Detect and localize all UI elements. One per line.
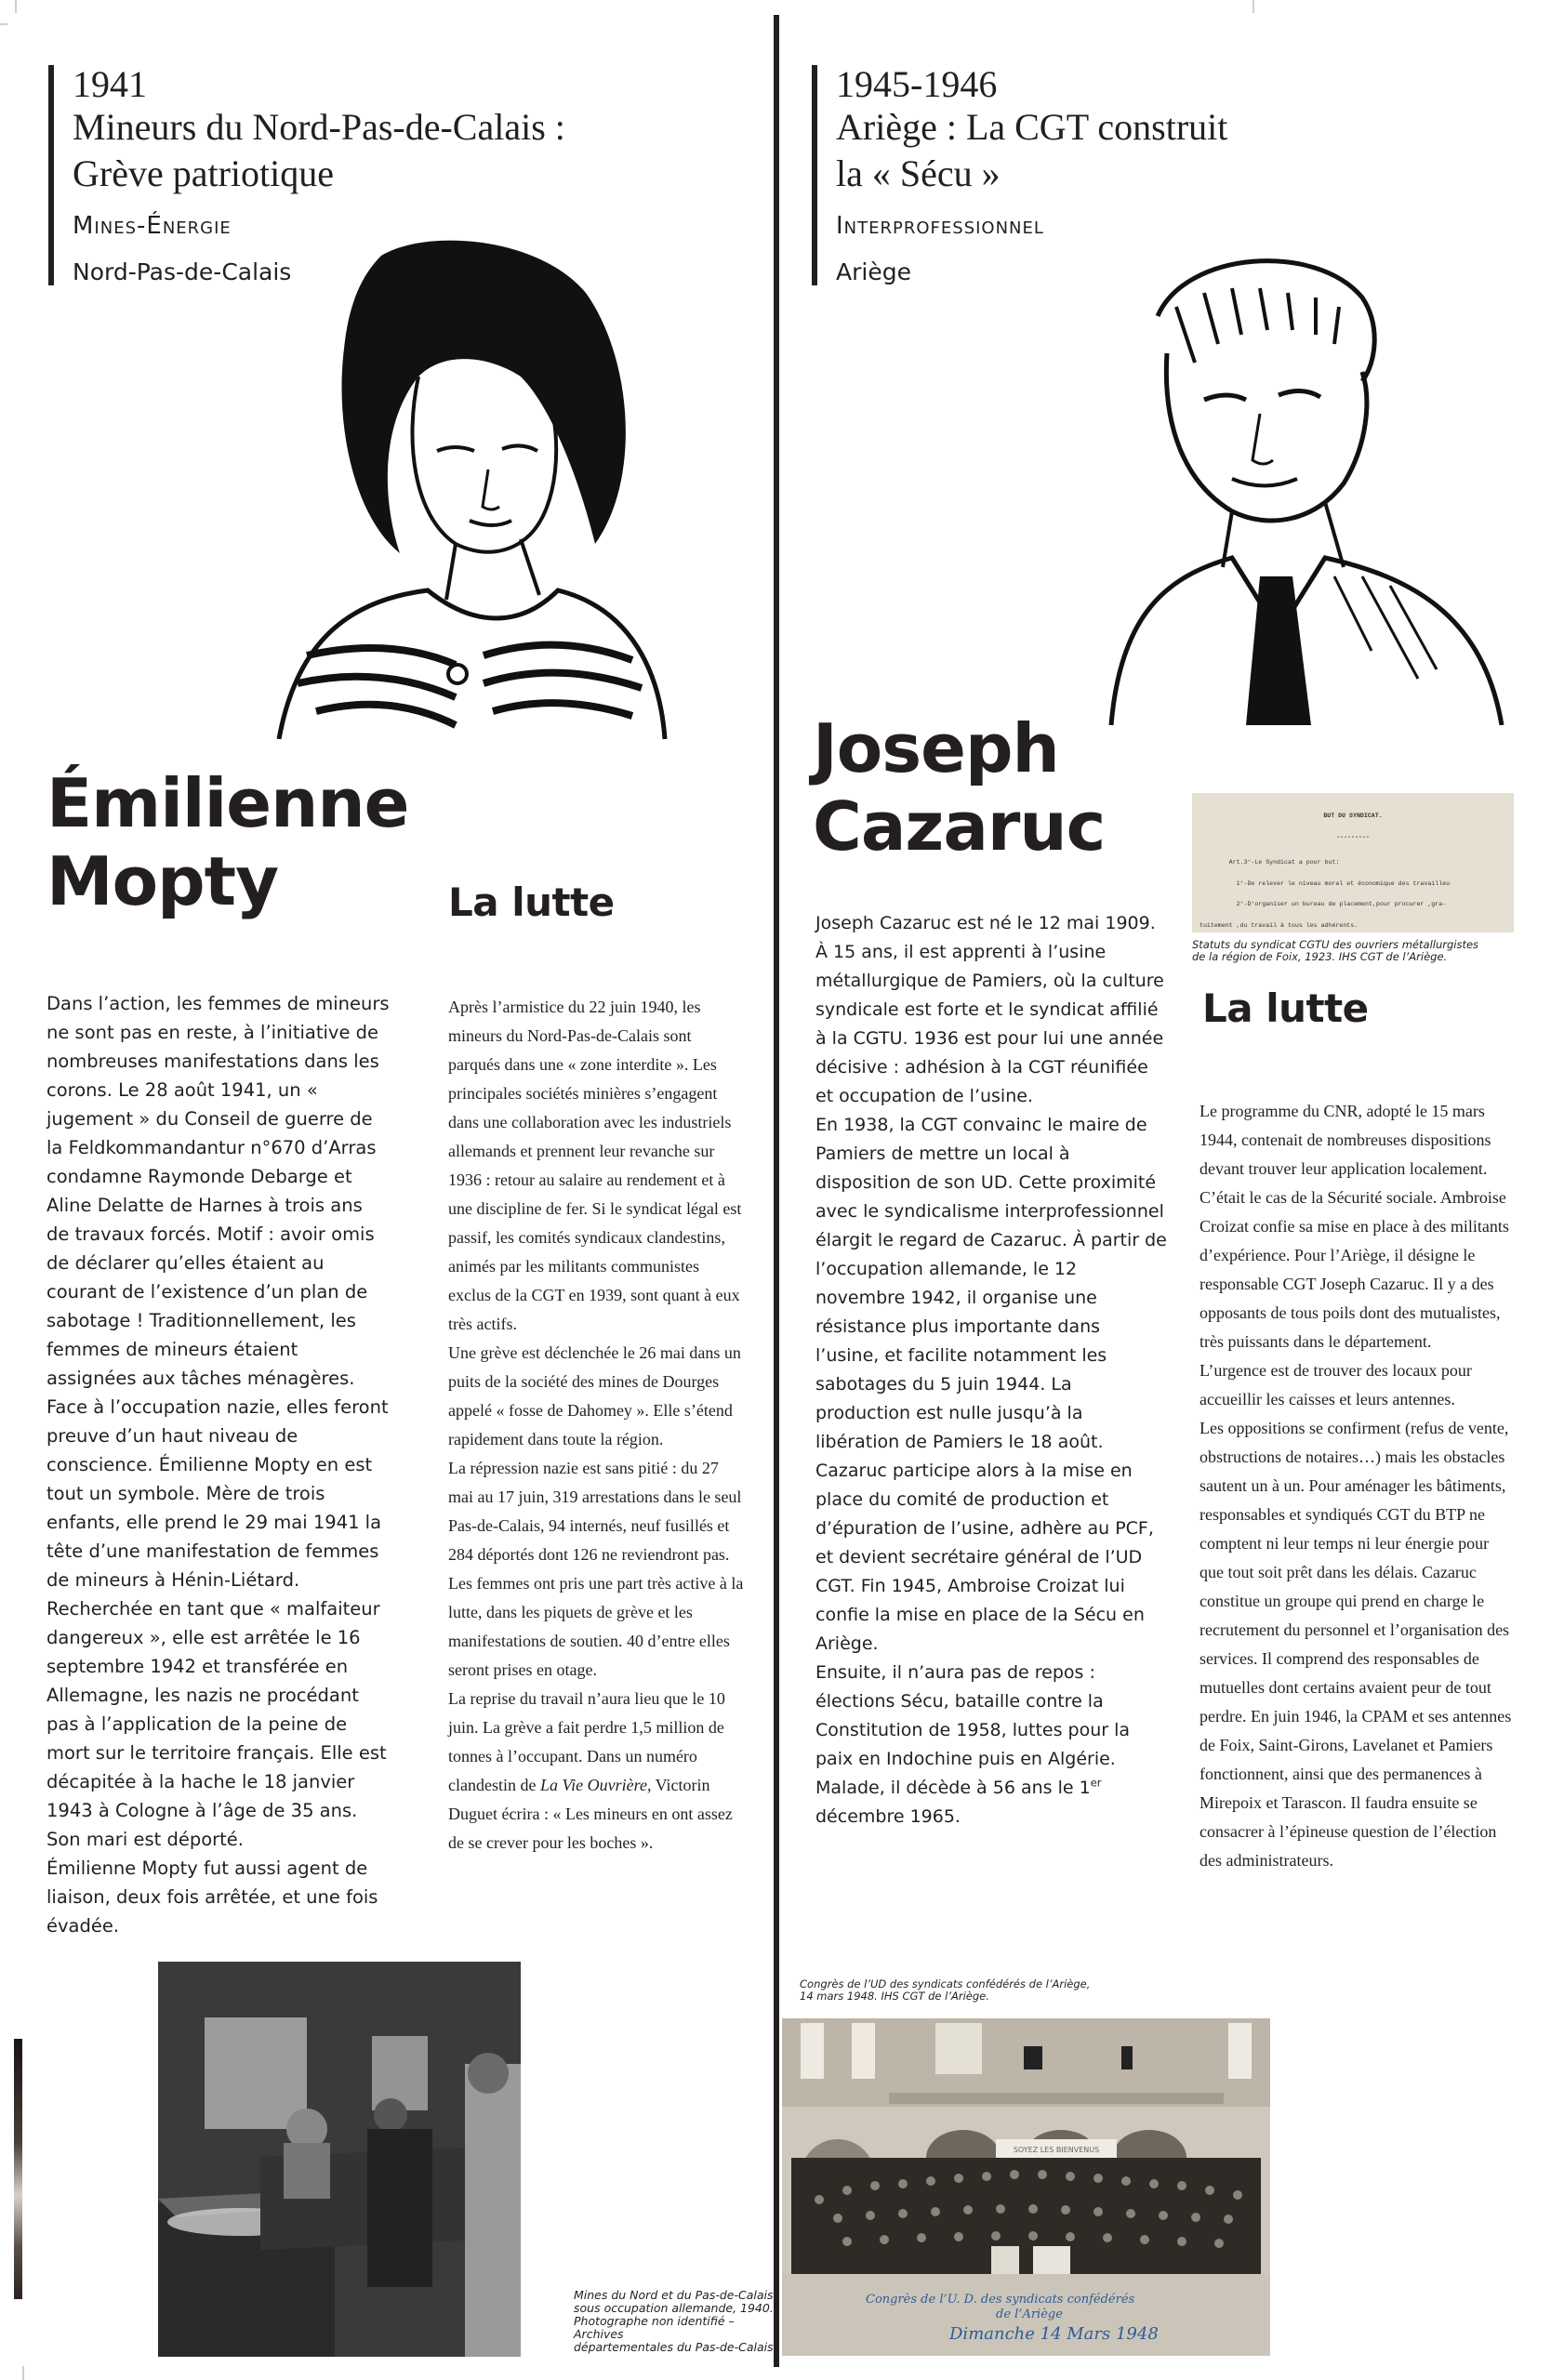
portrait-joseph-cazaruc [1093, 242, 1520, 725]
mine-photo-caption [574, 2289, 778, 2354]
right-biography-paragraph: Ensuite, il n’aura pas de repos : élections Sécu, bataille contre la Constitution de 1958, luttes pour la paix en Indochine puis en Algérie. [815, 1662, 1131, 1769]
mine-photo [158, 1962, 521, 2357]
left-header-title-line2: Grève patriotique [73, 152, 334, 194]
document-photo-caption-line: de la région de Foix, 1923. IHS CGT de l’Ariège. [1192, 949, 1448, 963]
mine-photo-drawing [158, 1962, 521, 2357]
left-header-year: 1941 [73, 63, 147, 105]
right-person-name-line2: Cazaruc [813, 787, 1106, 866]
left-lutte-paragraph: Après l’armistice du 22 juin 1940, les mineurs du Nord-Pas-de-Calais sont parqués dans une « zone interdite ». Les principales sociétés minières s’engagent dans une collaboration avec les industriels allemands et prennent leur revanche sur 1936 : retour au salaire au rendement et à une discipline de fer. Si le syndicat légal est passif, les comités syndicaux clandestins, animés par les militants communistes exclus de la CGT en 1939, sont quant à eux très actifs. [448, 998, 742, 1333]
right-biography-paragraph-last [815, 1774, 1169, 1831]
left-person-name [46, 764, 408, 920]
right-header-year: 1945-1946 [836, 63, 998, 105]
right-header-region: Ariège [836, 258, 911, 285]
left-lutte-paragraph: Les femmes ont pris une part très active à la lutte, dans les piquets de grève et les manifestations de soutien. 40 d’entre elles seront prises en otage. [448, 1574, 744, 1679]
crop-mark-top-left-h [0, 23, 7, 25]
left-lutte-last-text-end: Victorin Duguet écrira : « Les mineurs en ont assez de se crever pour les boches ». [448, 1776, 733, 1852]
right-biography-last-text: Malade, il décède à 56 ans le 1 [815, 1778, 1091, 1798]
mine-photo-caption-line: départementales du Pas-de-Calais. [574, 2340, 777, 2354]
left-person-name-line2: Mopty [46, 842, 279, 920]
right-header-title-line1: Ariège : La CGT construit [836, 106, 1228, 148]
document-line: 1°-De relever le niveau moral et économique des travailleu [1200, 879, 1451, 887]
left-lutte-last-text: La reprise du travail n’aura lieu que le 10 juin. La grève a fait perdre 1,5 million de tonnes à l’occupant. Dans un numéro clandestin de [448, 1689, 725, 1794]
right-biography [815, 909, 1169, 1831]
right-header-sector: Interprofessionnel [836, 212, 1044, 240]
la-vie-ouvriere-title: La Vie Ouvrière, [539, 1776, 652, 1794]
left-lutte-paragraph: La répression nazie est sans pitié : du 27 mai au 17 juin, 319 arrestations dans le seul Pas-de-Calais, 94 internés, neuf fusillés et 284 déportés dont 126 ne reviendront pas. [448, 1459, 742, 1564]
right-biography-paragraph: Joseph Cazaruc est né le 12 mai 1909. À 15 ans, il est apprenti à l’usine métallurgique de Pamiers, où la culture syndicale est forte et le syndicat affilié à la CGTU. 1936 est pour lui une année décisive : adhésion à la CGT réunifiée et occupation de l’usine. [815, 913, 1164, 1106]
left-header-title-line1: Mineurs du Nord-Pas-de-Calais : [73, 106, 565, 148]
left-lutte-paragraph-last [448, 1685, 746, 1858]
mine-photo-caption-line: Photographe non identifié – Archives [574, 2314, 735, 2341]
crop-mark-top-left [15, 0, 17, 13]
document-line: Art.3°-Le Syndicat a pour but: [1200, 858, 1340, 866]
right-header-title-line2: la « Sécu » [836, 152, 1001, 194]
ordinal-superscript: er [1090, 1776, 1102, 1790]
group-photo-caption-line: 14 mars 1948. IHS CGT de l’Ariège. [800, 1989, 989, 2003]
right-lutte-text [1200, 1097, 1516, 1875]
document-photo-caption-line: Statuts du syndicat CGTU des ouvriers métallurgistes [1192, 938, 1479, 951]
left-lutte-paragraph: Une grève est déclenchée le 26 mai dans un puits de la société des mines de Dourges appelé « fosse de Dahomey ». Elle s’étend rapidement dans toute la région. [448, 1343, 741, 1448]
right-person-name-line1: Joseph [813, 709, 1059, 787]
crop-mark-top-right [1253, 0, 1254, 13]
group-photo-drawing [782, 2018, 1270, 2356]
left-lutte-text [448, 993, 746, 1858]
left-header-region: Nord-Pas-de-Calais [73, 258, 292, 285]
right-lutte-paragraph: Le programme du CNR, adopté le 15 mars 1944, contenait de nombreuses dispositions devant trouver leur application localement. C’était le cas de la Sécurité sociale. Ambroise Croizat confie sa mise en place à des militants d’expérience. Pour l’Ariège, il désigne le responsable CGT Joseph Cazaruc. Il y a des opposants de tous poils dont des mutualistes, très puissants dans le département. [1200, 1102, 1509, 1351]
left-section-heading-la-lutte: La lutte [448, 879, 615, 925]
left-person-name-line1: Émilienne [46, 764, 409, 842]
crop-mark-bottom-left [22, 2366, 24, 2380]
document-title-underline: --------- [1336, 833, 1370, 840]
group-photo-caption-line: Congrès de l’UD des syndicats confédérés de l’Ariège, [800, 1977, 1091, 1990]
portrait-emilienne-mopty [242, 237, 679, 739]
group-photo-caption [800, 1978, 1107, 2002]
left-header-sector: Mines-Énergie [73, 212, 232, 240]
right-section-heading-la-lutte: La lutte [1202, 985, 1369, 1031]
right-biography-paragraph: En 1938, la CGT convainc le maire de Pamiers de mettre un local à disposition de son UD. Cette proximité avec le syndicalisme interprofessionnel élargit le regard de Cazaruc. À partir de l’occupation allemande, le 12 novembre 1942, il organise une résistance plus importante dans l’usine, et facilite notamment les sabotages du 5 juin 1944. La production est nulle jusqu’à la libération de Pamiers le 18 août. Cazaruc participe alors à la mise en place du comité de production et d’épuration de l’usine, adhère au PCF, et devient secrétaire général de l’UD CGT. Fin 1945, Ambroise Croizat lui confie la mise en place de la Sécu en Ariège. [815, 1115, 1167, 1654]
portrait-drawing [1093, 242, 1520, 725]
left-biography [46, 989, 391, 1940]
document-line: tuitement ,du travail à tous les adhérents. [1200, 922, 1359, 930]
right-lutte-paragraph: L’urgence est de trouver des locaux pour accueillir les caisses et leurs antennes. [1200, 1361, 1472, 1408]
mine-photo-caption-line: sous occupation allemande, 1940. [574, 2301, 774, 2315]
document-line: 2°-D'organiser un bureau de placement,pour procurer ,gra- [1200, 901, 1447, 908]
document-title: BUT DU SYNDICAT. [1323, 813, 1383, 820]
mine-photo-caption-line: Mines du Nord et du Pas-de-Calais [574, 2288, 774, 2302]
left-edge-photo-strip [14, 2039, 22, 2299]
handwriting-line3: Dimanche 14 Mars 1948 [949, 2324, 1159, 2344]
handwriting-line2: de l’Ariège [996, 2307, 1063, 2321]
handwriting-line1: Congrès de l’U. D. des syndicats confédérés [866, 2293, 1135, 2307]
right-lutte-paragraph: Les oppositions se confirment (refus de vente, obstructions de notaires…) mais les obstacles sautent un à un. Pour aménager les bâtiments, responsables et syndiqués CGT du BTP ne comptent ni leur temps ni leur énergie pour que tout soit prêt dans les délais. Cazaruc constitue un groupe qui prend en charge le recrutement du personnel et l’organisation des services. Il comprend des responsables de mutuelles dont certains avaient peur de tout perdre. En juin 1946, la CPAM et ses antennes de Foix, Saint-Girons, Lavelanet et Pamiers fonctionnent, ainsi que des permanences à Mirepoix et Tarascon. Il faudra ensuite se consacrer à l’épineuse question de l’élection des administrateurs. [1200, 1419, 1512, 1870]
congress-group-photo [782, 2018, 1270, 2356]
left-biography-paragraph: Émilienne Mopty fut aussi agent de liaison, deux fois arrêtée, et une fois évadée. [46, 1858, 378, 1937]
left-biography-paragraph: Face à l’occupation nazie, elles feront preuve d’un haut niveau de conscience. Émilienne Mopty en est tout un symbole. Mère de trois enfants, elle prend le 29 mai 1941 la tête d’une manifestation de femmes de mineurs à Hénin-Liétard. Recherchée en tant que « malfaiteur dangereux », elle est arrêtée le 16 septembre 1942 et transférée en Allemagne, les nazis ne procédant pas à l’application de la peine de mort sur le territoire français. Elle est décapitée à la hache le 18 janvier 1943 à Cologne à l’âge de 35 ans. Son mari est déporté. [46, 1396, 389, 1850]
welcome-banner-text: SOYEZ LES BIENVENUS [1013, 2146, 1100, 2154]
syndicate-statutes-document-photo [1192, 793, 1514, 932]
document-photo-caption [1192, 939, 1499, 962]
left-biography-paragraph: Dans l’action, les femmes de mineurs ne sont pas en reste, à l’initiative de nombreuses manifestations dans les corons. Le 28 août 1941, un « jugement » du Conseil de guerre de la Feldkommandantur n°670 d’Arras condamne Raymonde Debarge et Aline Delatte de Harnes à trois ans de travaux forcés. Motif : avoir omis de déclarer qu’elles étaient au courant de l’existence d’un plan de sabotage ! Traditionnellement, les femmes de mineurs étaient assignées aux tâches ménagères. [46, 993, 390, 1389]
portrait-drawing [242, 237, 679, 739]
right-biography-last-text-end: décembre 1965. [815, 1806, 961, 1827]
right-person-name [813, 709, 1105, 866]
